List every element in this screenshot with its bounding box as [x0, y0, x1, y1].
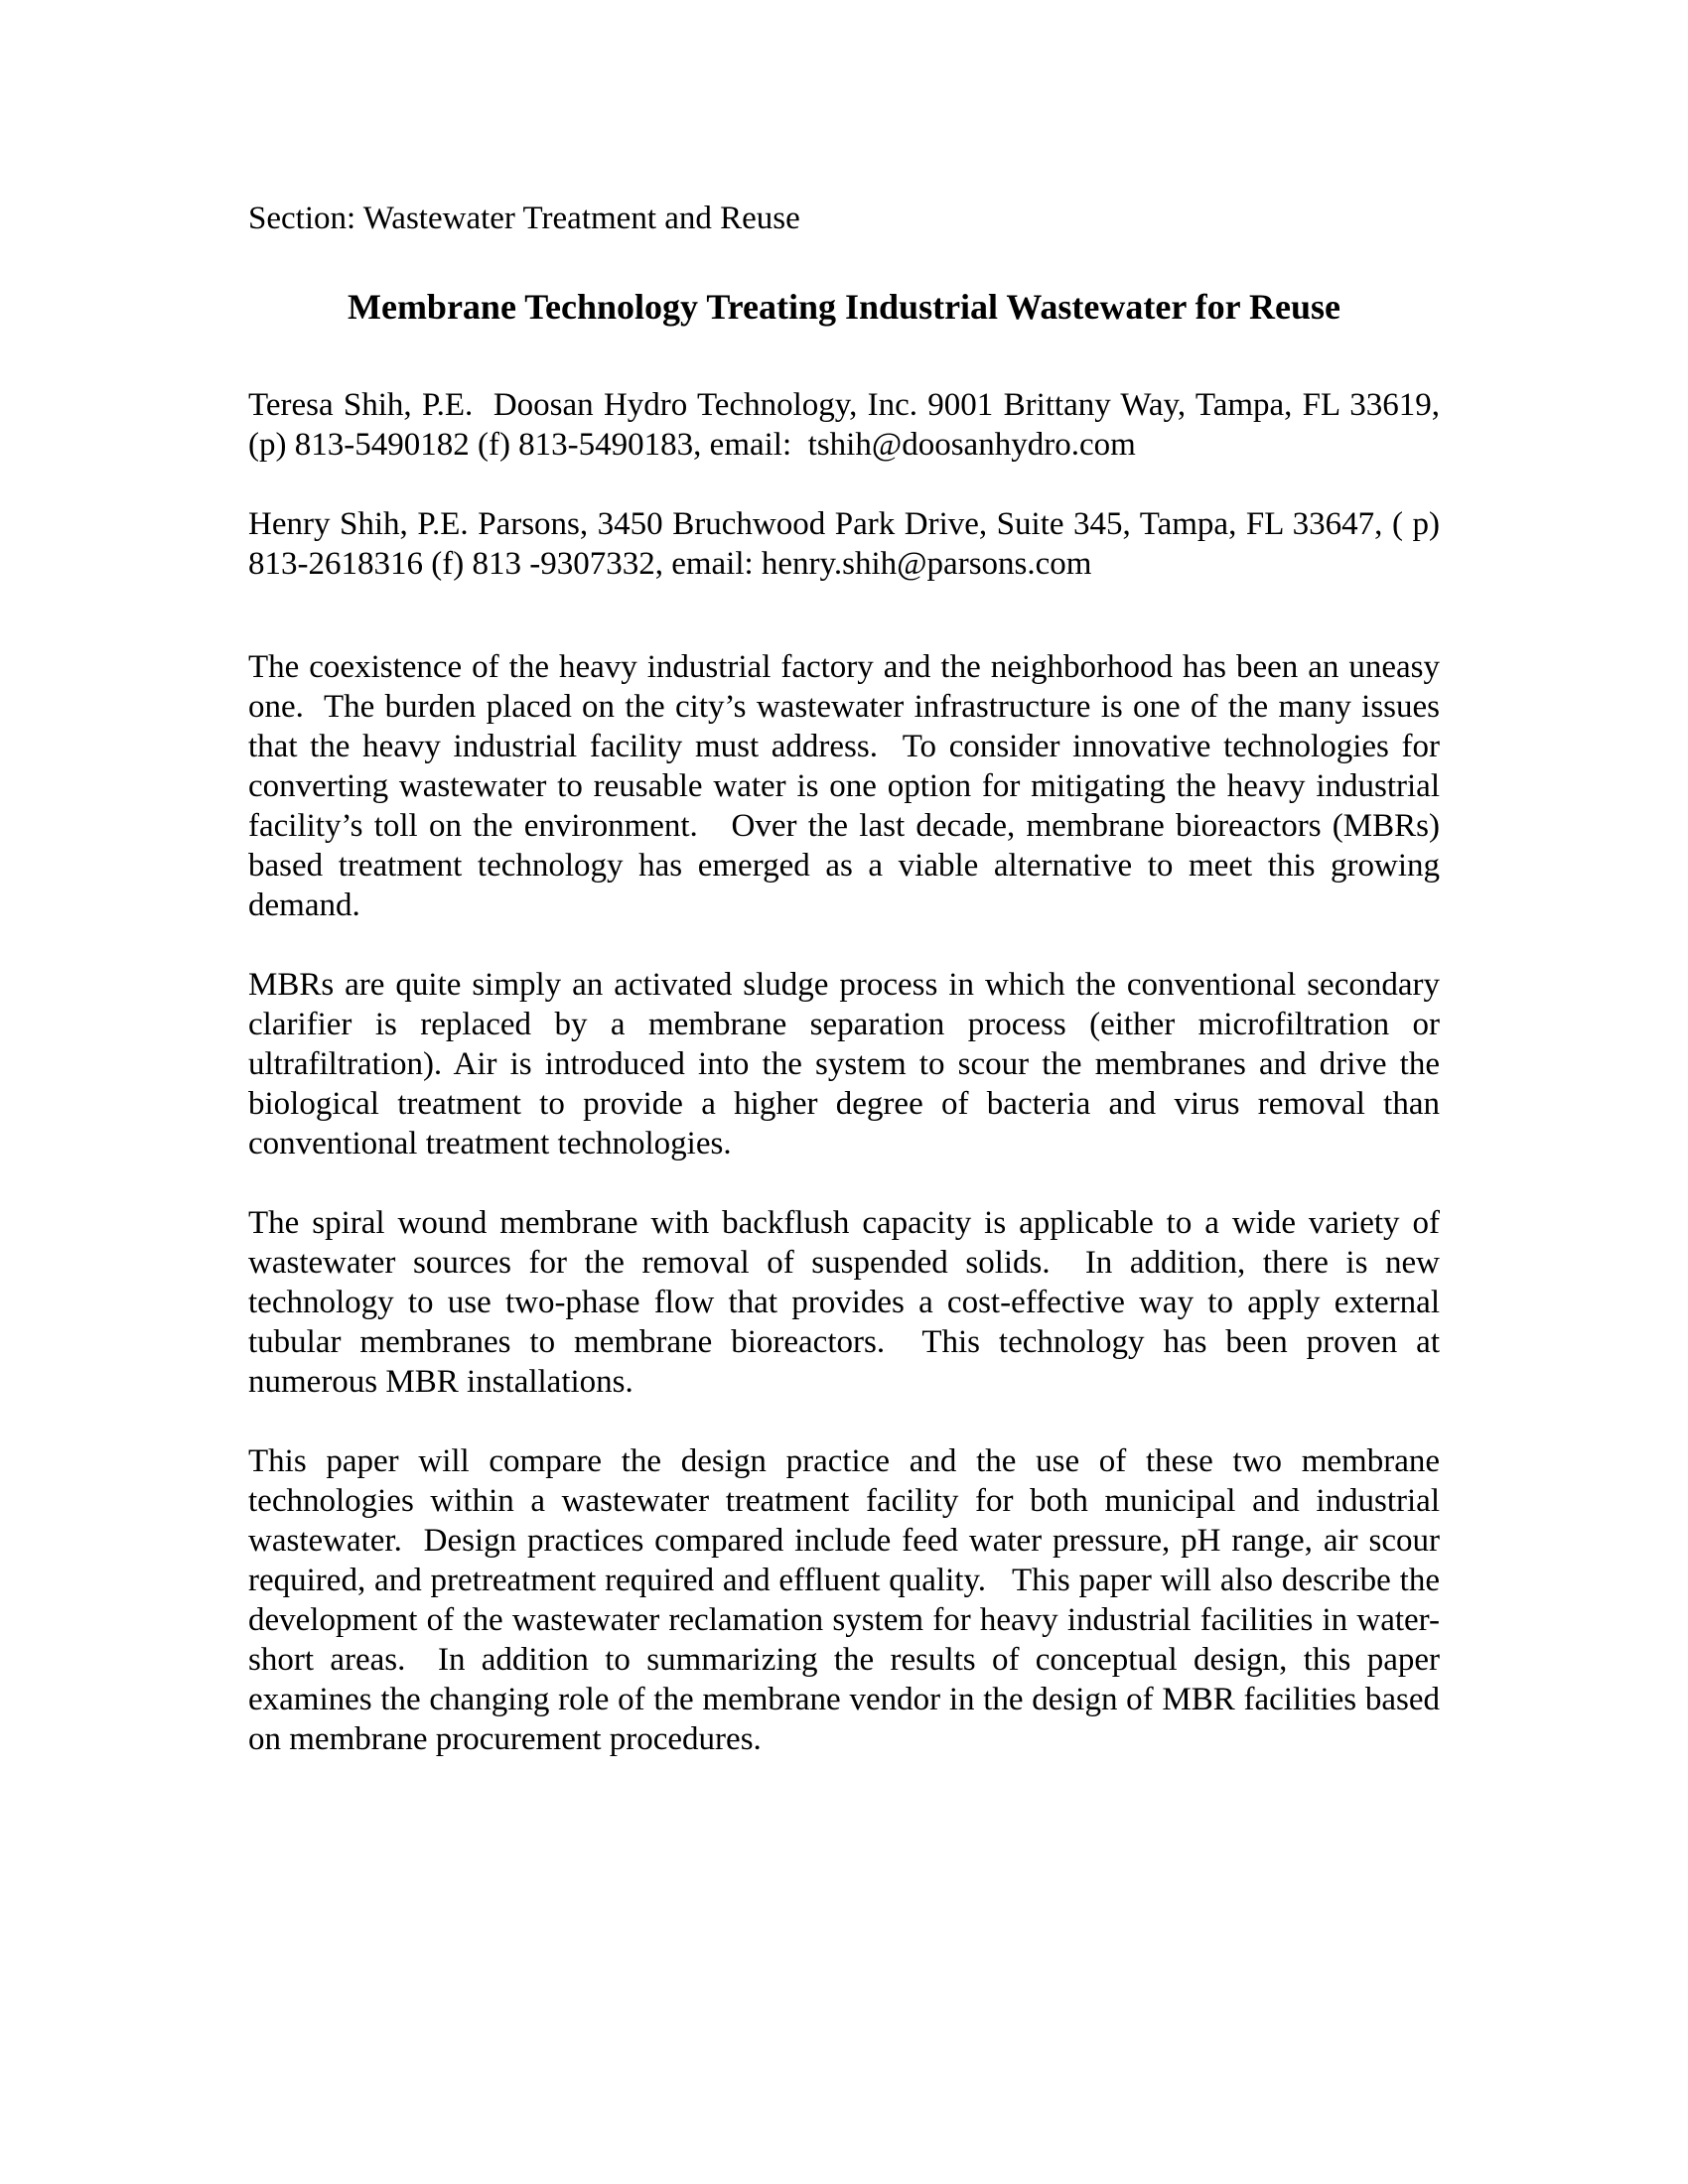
- paper-title: Membrane Technology Treating Industrial Wastewater for Reuse: [347, 287, 1340, 327]
- abstract-paragraph-4: This paper will compare the design practice and the use of these two membrane technologies within a wastewater treatment facility for both municipal and industrial wastewater. Design practices compared include feed water pressure, pH range, air scour required, and pretreatment required and effluent quality. This paper will also describe the development of the wastewater reclamation system for heavy industrial facilities in water-short areas. In addition to summarizing the results of conceptual design, this paper examines the changing role of the membrane vendor in the design of MBR facilities based on membrane procurement procedures.: [248, 1443, 1449, 1757]
- page-content: [248, 199, 1449, 1759]
- abstract-paragraph-1: The coexistence of the heavy industrial factory and the neighborhood has been an uneasy one. The burden placed on the city’s wastewater infrastructure is one of the many issues that the heavy industrial facility must address. To consider innovative technologies for converting wastewater to reusable water is one option for mitigating the heavy industrial facility’s toll on the environment. Over the last decade, membrane bioreactors (MBRs) based treatment technology has emerged as a viable alternative to meet this growing demand.: [248, 649, 1449, 923]
- section-heading: Section: Wastewater Treatment and Reuse: [248, 201, 800, 236]
- author-block-2: Henry Shih, P.E. Parsons, 3450 Bruchwood Park Drive, Suite 345, Tampa, FL 33647, ( p) 813-2618316 (f) 813 -9307332, email: henry.shih@parsons.com: [248, 506, 1449, 582]
- abstract-paragraph-3: The spiral wound membrane with backflush capacity is applicable to a wide variety of wastewater sources for the removal of suspended solids. In addition, there is new technology to use two-phase flow that provides a cost-effective way to apply external tubular membranes to membrane bioreactors. This technology has been proven at numerous MBR installations.: [248, 1205, 1449, 1400]
- abstract-paragraph-2: MBRs are quite simply an activated sludge process in which the conventional secondary clarifier is replaced by a membrane separation process (either microfiltration or ultrafiltration). Air is introduced into the system to scour the membranes and drive the biological treatment to provide a higher degree of bacteria and virus removal than conventional treatment technologies.: [248, 967, 1449, 1161]
- author-block-1: Teresa Shih, P.E. Doosan Hydro Technology, Inc. 9001 Brittany Way, Tampa, FL 33619, (p) 813-5490182 (f) 813-5490183, email: tshih@doosanhydro.com: [248, 387, 1449, 463]
